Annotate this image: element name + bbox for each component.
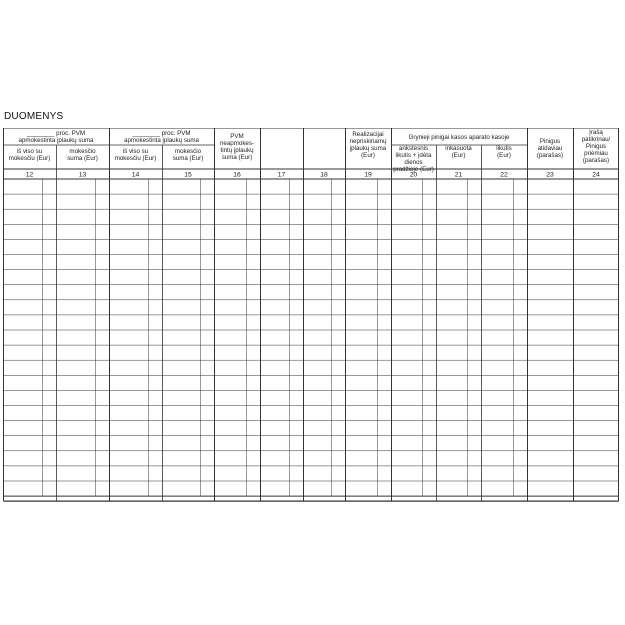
group-header-pvm-2: ________ proc. PVM	[132, 130, 191, 137]
column-header-24: priėmiau	[584, 150, 608, 157]
column-header-12: mokesčiu (Eur)	[8, 155, 51, 162]
column-header-12: iš viso su	[16, 148, 43, 155]
column-header-24: Įrašą	[589, 129, 603, 136]
column-number-24: 24	[592, 171, 600, 179]
column-header-20: ankstesnis	[398, 145, 429, 152]
group-header-pvm-1: apmokestinta įplaukų suma	[18, 137, 94, 144]
column-number-22: 22	[500, 171, 508, 179]
column-number-20: 20	[409, 171, 418, 179]
column-number-14: 14	[131, 171, 140, 179]
column-header-20: likutis + įdėta	[395, 152, 432, 159]
column-number-13: 13	[78, 171, 87, 179]
column-header-14: mokesčiu (Eur)	[114, 155, 157, 162]
column-header-16: PVM	[230, 133, 244, 140]
column-number-23: 23	[546, 171, 554, 179]
column-header-16: tintų įplaukų	[220, 147, 254, 154]
column-header-15: suma (Eur)	[172, 155, 204, 162]
column-header-24: (parašas)	[582, 157, 610, 164]
column-header-23: atidaviau	[537, 145, 563, 152]
column-header-13: mokesčio	[69, 148, 96, 155]
column-header-14: iš viso su	[122, 148, 149, 155]
column-header-22: likutis	[496, 145, 512, 152]
section-title: DUOMENYS	[4, 111, 64, 122]
column-header-21: (Eur)	[451, 152, 466, 159]
column-header-20: dienos	[404, 159, 423, 166]
column-header-23: Pinigus	[539, 138, 561, 145]
column-number-15: 15	[184, 171, 192, 179]
column-header-19: Realizacijai	[352, 131, 384, 138]
ledger-grid	[3, 128, 620, 504]
column-header-24: Pinigus	[585, 143, 607, 150]
column-number-19: 19	[364, 171, 372, 179]
column-header-13: suma (Eur)	[67, 155, 98, 162]
column-header-15: mokesčio	[174, 148, 202, 155]
column-number-12: 12	[25, 171, 34, 179]
group-header-cash: Grynieji pinigai kasos aparato kasoje	[408, 134, 510, 141]
column-number-21: 21	[454, 171, 463, 179]
column-header-19: (Eur)	[361, 152, 375, 159]
column-header-16: suma (Eur)	[221, 154, 253, 161]
column-number-16: 16	[233, 171, 241, 179]
column-header-24: patikrinau/	[581, 136, 611, 143]
column-header-22: (Eur)	[497, 152, 511, 159]
column-header-19: nepriskiriamų	[349, 138, 387, 145]
column-header-20: pradžioje (Eur)	[393, 166, 434, 173]
group-header-pvm-1: ________ proc. PVM	[26, 130, 86, 137]
group-header-pvm-2: apmokestinta įplaukų suma	[124, 137, 199, 144]
column-header-19: įplaukų suma	[349, 145, 387, 152]
ledger-table	[3, 128, 620, 504]
column-header-21: inkasuota	[445, 145, 472, 152]
column-header-23: (parašas)	[536, 152, 564, 159]
column-number-18: 18	[320, 171, 328, 179]
column-number-17: 17	[277, 171, 286, 179]
column-header-16: neapmokes-	[219, 140, 255, 147]
